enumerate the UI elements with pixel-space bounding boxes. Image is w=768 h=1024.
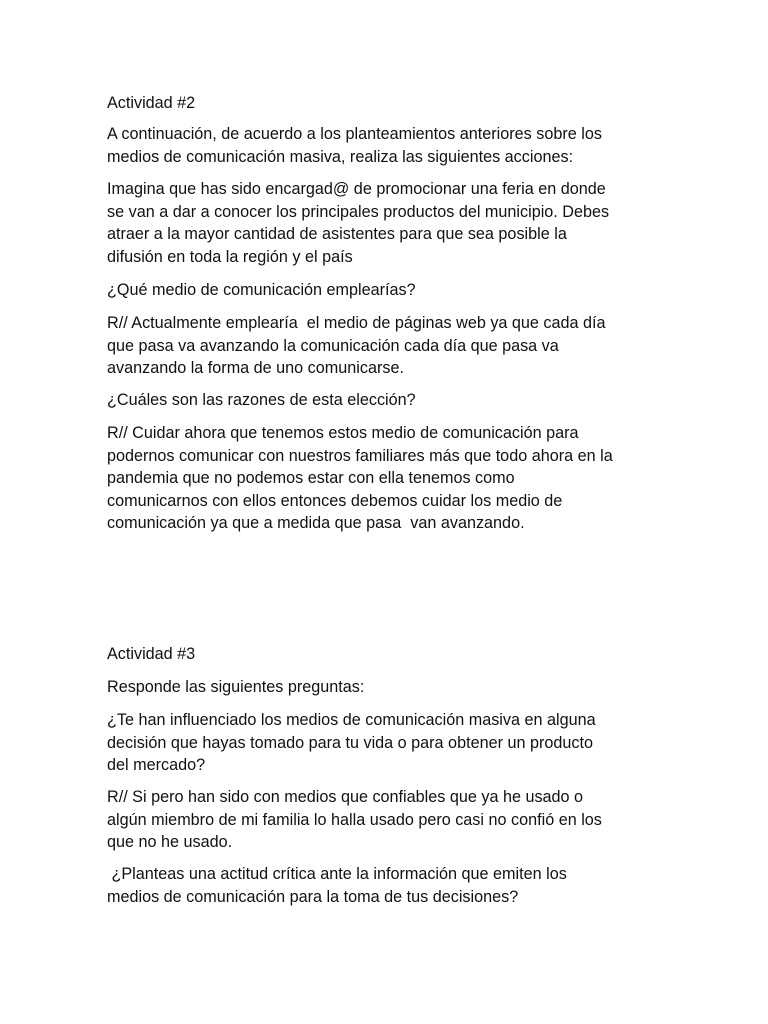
activity3-heading: Actividad #3: [107, 645, 196, 663]
activity3-question-1: ¿Te han influenciado los medios de comunicación masiva en alguna decisión que hayas tomado para tu vida o para obtener un producto del mercado?: [107, 711, 596, 774]
activity2-answer-2: R// Cuidar ahora que tenemos estos medio de comunicación para podernos comunicar con nuestros familiares más que todo ahora en la pandemia que no podemos estar con ella tenemos como comunicarnos con ellos entonces debemos cuidar los medio de comunicación ya que a medida que pasa van avanzando.: [107, 424, 613, 532]
activity3-intro: Responde las siguientes preguntas:: [107, 678, 365, 696]
activity2-answer-1: R// Actualmente emplearía el medio de páginas web ya que cada día que pasa va avanzando la comunicación cada día que pasa va avanzando la forma de uno comunicarse.: [107, 314, 606, 377]
activity2-scenario: Imagina que has sido encargad@ de promocionar una feria en donde se van a dar a conocer los principales productos del municipio. Debes atraer a la mayor cantidad de asistentes para que sea posible la difusión en toda la región y el país: [107, 180, 610, 266]
activity3-answer-1: R// Si pero han sido con medios que confiables que ya he usado o algún miembro de mi familia lo halla usado pero casi no confió en los que no he usado.: [107, 788, 602, 851]
activity3-question-2: ¿Planteas una actitud crítica ante la información que emiten los medios de comunicación para la toma de tus decisiones?: [107, 865, 567, 906]
activity2-question-2: ¿Cuáles son las razones de esta elección?: [107, 391, 416, 409]
activity2-question-1: ¿Qué medio de comunicación emplearías?: [107, 281, 416, 299]
activity2-heading: Actividad #2: [107, 94, 196, 112]
activity2-intro: A continuación, de acuerdo a los planteamientos anteriores sobre los medios de comunicación masiva, realiza las siguientes acciones:: [107, 125, 602, 166]
